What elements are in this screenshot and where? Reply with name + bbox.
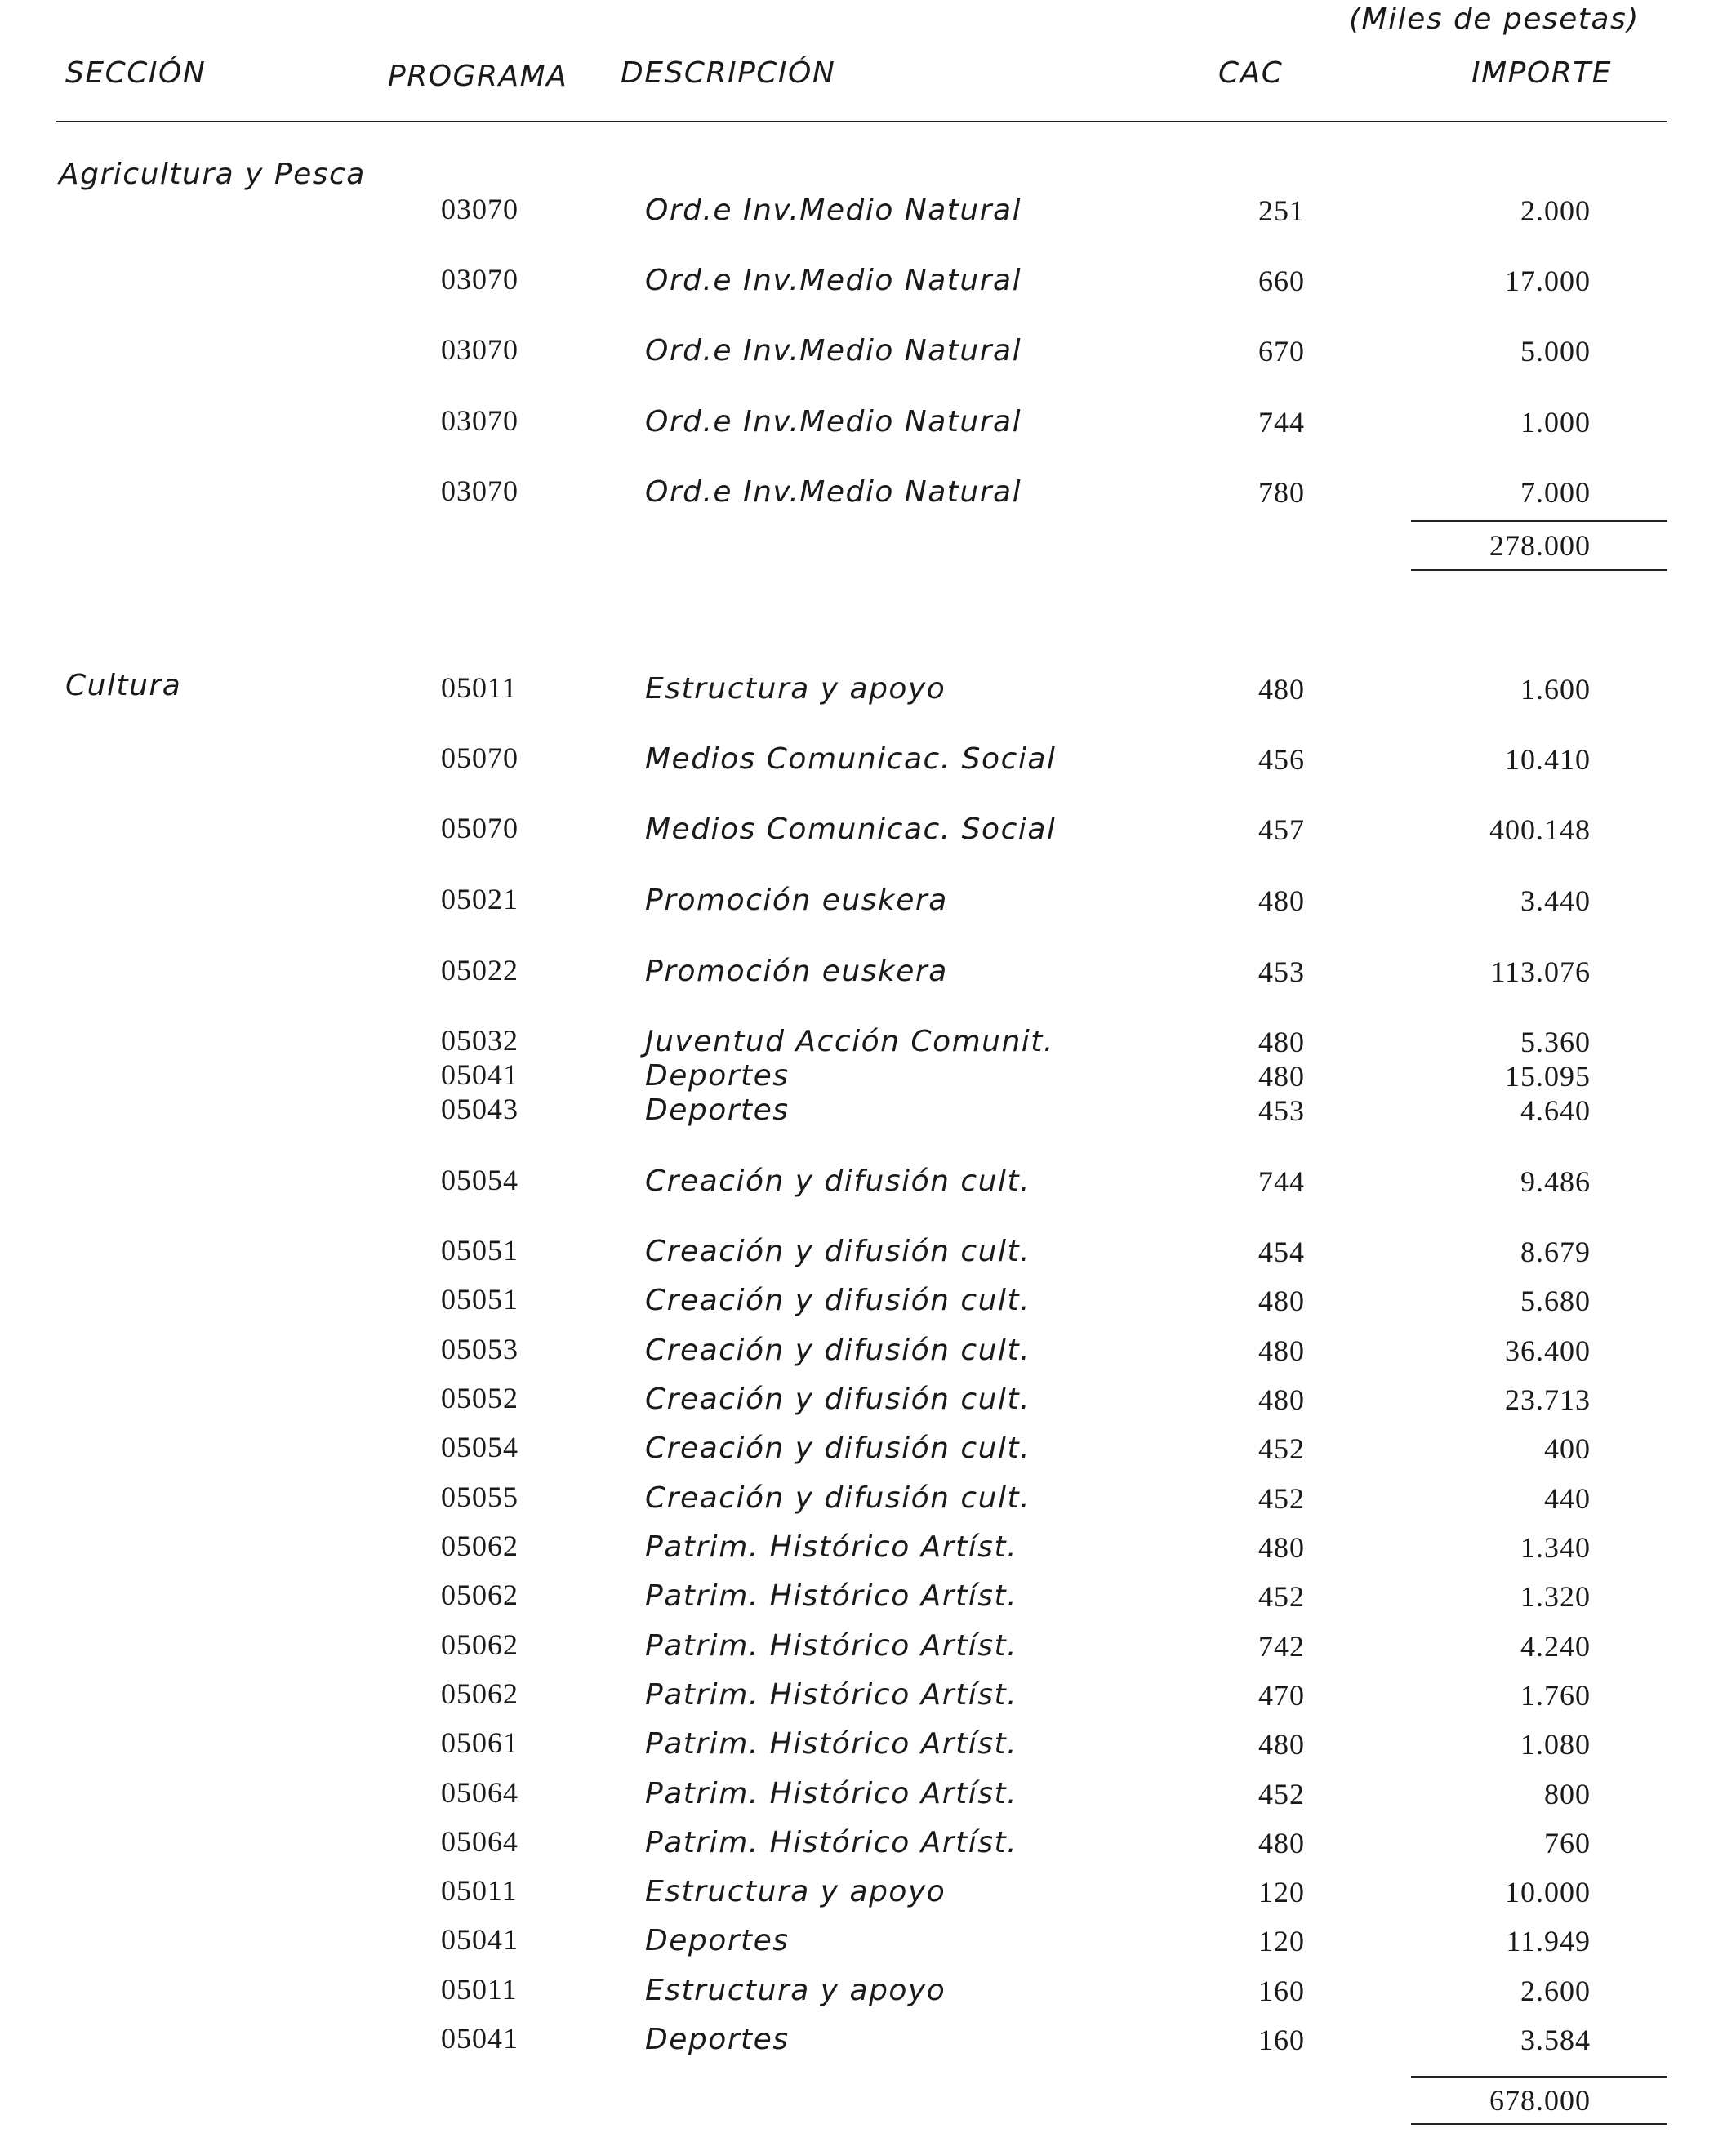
row-descripcion: Ord.e Inv.Medio Natural bbox=[645, 264, 1022, 297]
header-seccion: SECCIÓN bbox=[65, 56, 207, 90]
row-descripcion: Deportes bbox=[645, 1059, 790, 1093]
row-cac: 120 bbox=[1258, 1876, 1305, 1908]
row-descripcion: Creación y difusión cult. bbox=[645, 1235, 1031, 1268]
row-cac: 670 bbox=[1258, 335, 1305, 367]
row-programa: 05052 bbox=[441, 1382, 519, 1414]
row-cac: 480 bbox=[1258, 1383, 1305, 1416]
row-cac: 744 bbox=[1258, 406, 1305, 439]
row-cac: 251 bbox=[1258, 194, 1305, 227]
row-cac: 457 bbox=[1258, 813, 1305, 846]
row-programa: 05054 bbox=[441, 1164, 519, 1196]
row-descripcion: Deportes bbox=[645, 2023, 790, 2056]
row-cac: 480 bbox=[1258, 884, 1305, 917]
row-importe: 800 bbox=[1544, 1778, 1591, 1810]
row-cac: 452 bbox=[1258, 1432, 1305, 1465]
row-cac: 452 bbox=[1258, 1580, 1305, 1613]
subtotal-rule-top bbox=[1411, 520, 1667, 522]
row-importe: 10.410 bbox=[1505, 743, 1591, 776]
row-descripcion: Patrim. Histórico Artíst. bbox=[645, 1579, 1018, 1613]
header-cac: CAC bbox=[1218, 56, 1284, 90]
row-programa: 05062 bbox=[441, 1530, 519, 1562]
row-programa: 05041 bbox=[441, 1058, 519, 1091]
row-importe: 3.440 bbox=[1520, 884, 1591, 917]
row-cac: 480 bbox=[1258, 1827, 1305, 1859]
row-programa: 03070 bbox=[441, 474, 519, 507]
row-importe: 440 bbox=[1544, 1482, 1591, 1515]
row-descripcion: Patrim. Histórico Artíst. bbox=[645, 1777, 1018, 1810]
row-importe: 9.486 bbox=[1520, 1165, 1591, 1198]
row-programa: 03070 bbox=[441, 193, 519, 225]
row-importe: 36.400 bbox=[1505, 1334, 1591, 1367]
row-programa: 03070 bbox=[441, 404, 519, 437]
section-total: 278.000 bbox=[1489, 529, 1591, 562]
row-descripcion: Creación y difusión cult. bbox=[645, 1383, 1031, 1416]
row-importe: 15.095 bbox=[1505, 1060, 1591, 1093]
row-descripcion: Ord.e Inv.Medio Natural bbox=[645, 405, 1022, 439]
row-importe: 5.680 bbox=[1520, 1285, 1591, 1317]
row-importe: 2.000 bbox=[1520, 194, 1591, 227]
row-programa: 05041 bbox=[441, 2022, 519, 2055]
row-importe: 1.080 bbox=[1520, 1728, 1591, 1761]
row-cac: 480 bbox=[1258, 1285, 1305, 1317]
row-importe: 4.640 bbox=[1520, 1094, 1591, 1127]
row-importe: 113.076 bbox=[1490, 955, 1591, 988]
row-descripcion: Deportes bbox=[645, 1924, 790, 1957]
header-descripcion: DESCRIPCIÓN bbox=[621, 56, 836, 90]
row-cac: 160 bbox=[1258, 2024, 1305, 2056]
row-programa: 05051 bbox=[441, 1283, 519, 1316]
row-cac: 744 bbox=[1258, 1165, 1305, 1198]
row-importe: 400.148 bbox=[1489, 813, 1591, 846]
row-programa: 05062 bbox=[441, 1677, 519, 1710]
section-name: Cultura bbox=[65, 669, 182, 702]
row-descripcion: Estructura y apoyo bbox=[645, 672, 946, 706]
row-importe: 1.000 bbox=[1520, 406, 1591, 439]
row-descripcion: Patrim. Histórico Artíst. bbox=[645, 1678, 1018, 1712]
row-cac: 454 bbox=[1258, 1236, 1305, 1268]
row-programa: 05070 bbox=[441, 812, 519, 844]
row-descripcion: Ord.e Inv.Medio Natural bbox=[645, 475, 1022, 509]
row-importe: 23.713 bbox=[1505, 1383, 1591, 1416]
header-rule bbox=[56, 121, 1667, 122]
row-programa: 05061 bbox=[441, 1726, 519, 1759]
row-programa: 05055 bbox=[441, 1481, 519, 1513]
row-cac: 453 bbox=[1258, 955, 1305, 988]
row-importe: 11.949 bbox=[1506, 1925, 1591, 1957]
row-importe: 1.600 bbox=[1520, 673, 1591, 706]
header-programa: PROGRAMA bbox=[388, 60, 568, 93]
row-programa: 05053 bbox=[441, 1333, 519, 1365]
row-importe: 2.600 bbox=[1520, 1975, 1591, 2007]
row-cac: 480 bbox=[1258, 1531, 1305, 1564]
row-descripcion: Patrim. Histórico Artíst. bbox=[645, 1727, 1018, 1761]
row-programa: 05064 bbox=[441, 1825, 519, 1858]
row-importe: 4.240 bbox=[1520, 1630, 1591, 1663]
row-cac: 452 bbox=[1258, 1482, 1305, 1515]
row-cac: 742 bbox=[1258, 1630, 1305, 1663]
row-programa: 05062 bbox=[441, 1579, 519, 1611]
row-descripcion: Ord.e Inv.Medio Natural bbox=[645, 194, 1022, 227]
row-importe: 7.000 bbox=[1520, 476, 1591, 509]
row-cac: 470 bbox=[1258, 1679, 1305, 1712]
section-name: Agricultura y Pesca bbox=[59, 158, 366, 191]
row-descripcion: Creación y difusión cult. bbox=[645, 1432, 1031, 1465]
row-cac: 660 bbox=[1258, 265, 1305, 297]
row-programa: 05022 bbox=[441, 954, 519, 986]
row-descripcion: Creación y difusión cult. bbox=[645, 1334, 1031, 1367]
row-programa: 05064 bbox=[441, 1776, 519, 1809]
header-importe: IMPORTE bbox=[1471, 56, 1612, 90]
row-descripcion: Medios Comunicac. Social bbox=[645, 813, 1057, 846]
row-programa: 05054 bbox=[441, 1431, 519, 1463]
row-cac: 480 bbox=[1258, 1334, 1305, 1367]
row-programa: 05041 bbox=[441, 1923, 519, 1956]
row-importe: 8.679 bbox=[1520, 1236, 1591, 1268]
row-descripcion: Estructura y apoyo bbox=[645, 1875, 946, 1908]
row-descripcion: Creación y difusión cult. bbox=[645, 1481, 1031, 1515]
row-programa: 05043 bbox=[441, 1093, 519, 1125]
row-descripcion: Promoción euskera bbox=[645, 884, 948, 917]
row-descripcion: Patrim. Histórico Artíst. bbox=[645, 1629, 1018, 1663]
row-cac: 160 bbox=[1258, 1975, 1305, 2007]
row-importe: 760 bbox=[1544, 1827, 1591, 1859]
row-cac: 452 bbox=[1258, 1778, 1305, 1810]
row-descripcion: Patrim. Histórico Artíst. bbox=[645, 1826, 1018, 1859]
row-programa: 05011 bbox=[441, 1874, 518, 1907]
row-importe: 1.760 bbox=[1520, 1679, 1591, 1712]
row-descripcion: Medios Comunicac. Social bbox=[645, 742, 1057, 776]
subtotal-rule-bottom bbox=[1411, 569, 1667, 571]
row-programa: 05032 bbox=[441, 1024, 519, 1057]
row-descripcion: Creación y difusión cult. bbox=[645, 1284, 1031, 1317]
row-programa: 05021 bbox=[441, 883, 519, 915]
row-importe: 3.584 bbox=[1520, 2024, 1591, 2056]
row-programa: 05011 bbox=[441, 671, 518, 704]
row-descripcion: Estructura y apoyo bbox=[645, 1974, 946, 2007]
row-cac: 120 bbox=[1258, 1925, 1305, 1957]
row-programa: 05070 bbox=[441, 741, 519, 774]
subtotal-rule-top bbox=[1411, 2076, 1667, 2078]
units-note: (Miles de pesetas) bbox=[1349, 2, 1640, 36]
row-programa: 05011 bbox=[441, 1973, 518, 2006]
row-descripcion: Patrim. Histórico Artíst. bbox=[645, 1530, 1018, 1564]
row-importe: 1.320 bbox=[1520, 1580, 1591, 1613]
row-descripcion: Deportes bbox=[645, 1093, 790, 1127]
row-cac: 480 bbox=[1258, 1728, 1305, 1761]
row-programa: 03070 bbox=[441, 333, 519, 366]
row-cac: 480 bbox=[1258, 673, 1305, 706]
row-descripcion: Juventud Acción Comunit. bbox=[645, 1025, 1054, 1058]
row-importe: 10.000 bbox=[1505, 1876, 1591, 1908]
row-importe: 5.360 bbox=[1520, 1026, 1591, 1058]
row-descripcion: Ord.e Inv.Medio Natural bbox=[645, 334, 1022, 367]
row-cac: 480 bbox=[1258, 1060, 1305, 1093]
row-programa: 05051 bbox=[441, 1234, 519, 1267]
row-cac: 780 bbox=[1258, 476, 1305, 509]
row-importe: 400 bbox=[1544, 1432, 1591, 1465]
row-importe: 5.000 bbox=[1520, 335, 1591, 367]
section-total: 678.000 bbox=[1489, 2084, 1591, 2117]
row-cac: 456 bbox=[1258, 743, 1305, 776]
subtotal-rule-bottom bbox=[1411, 2123, 1667, 2125]
row-cac: 480 bbox=[1258, 1026, 1305, 1058]
row-descripcion: Promoción euskera bbox=[645, 955, 948, 988]
row-programa: 05062 bbox=[441, 1628, 519, 1661]
row-importe: 1.340 bbox=[1520, 1531, 1591, 1564]
row-cac: 453 bbox=[1258, 1094, 1305, 1127]
row-programa: 03070 bbox=[441, 263, 519, 296]
row-importe: 17.000 bbox=[1505, 265, 1591, 297]
row-descripcion: Creación y difusión cult. bbox=[645, 1165, 1031, 1198]
